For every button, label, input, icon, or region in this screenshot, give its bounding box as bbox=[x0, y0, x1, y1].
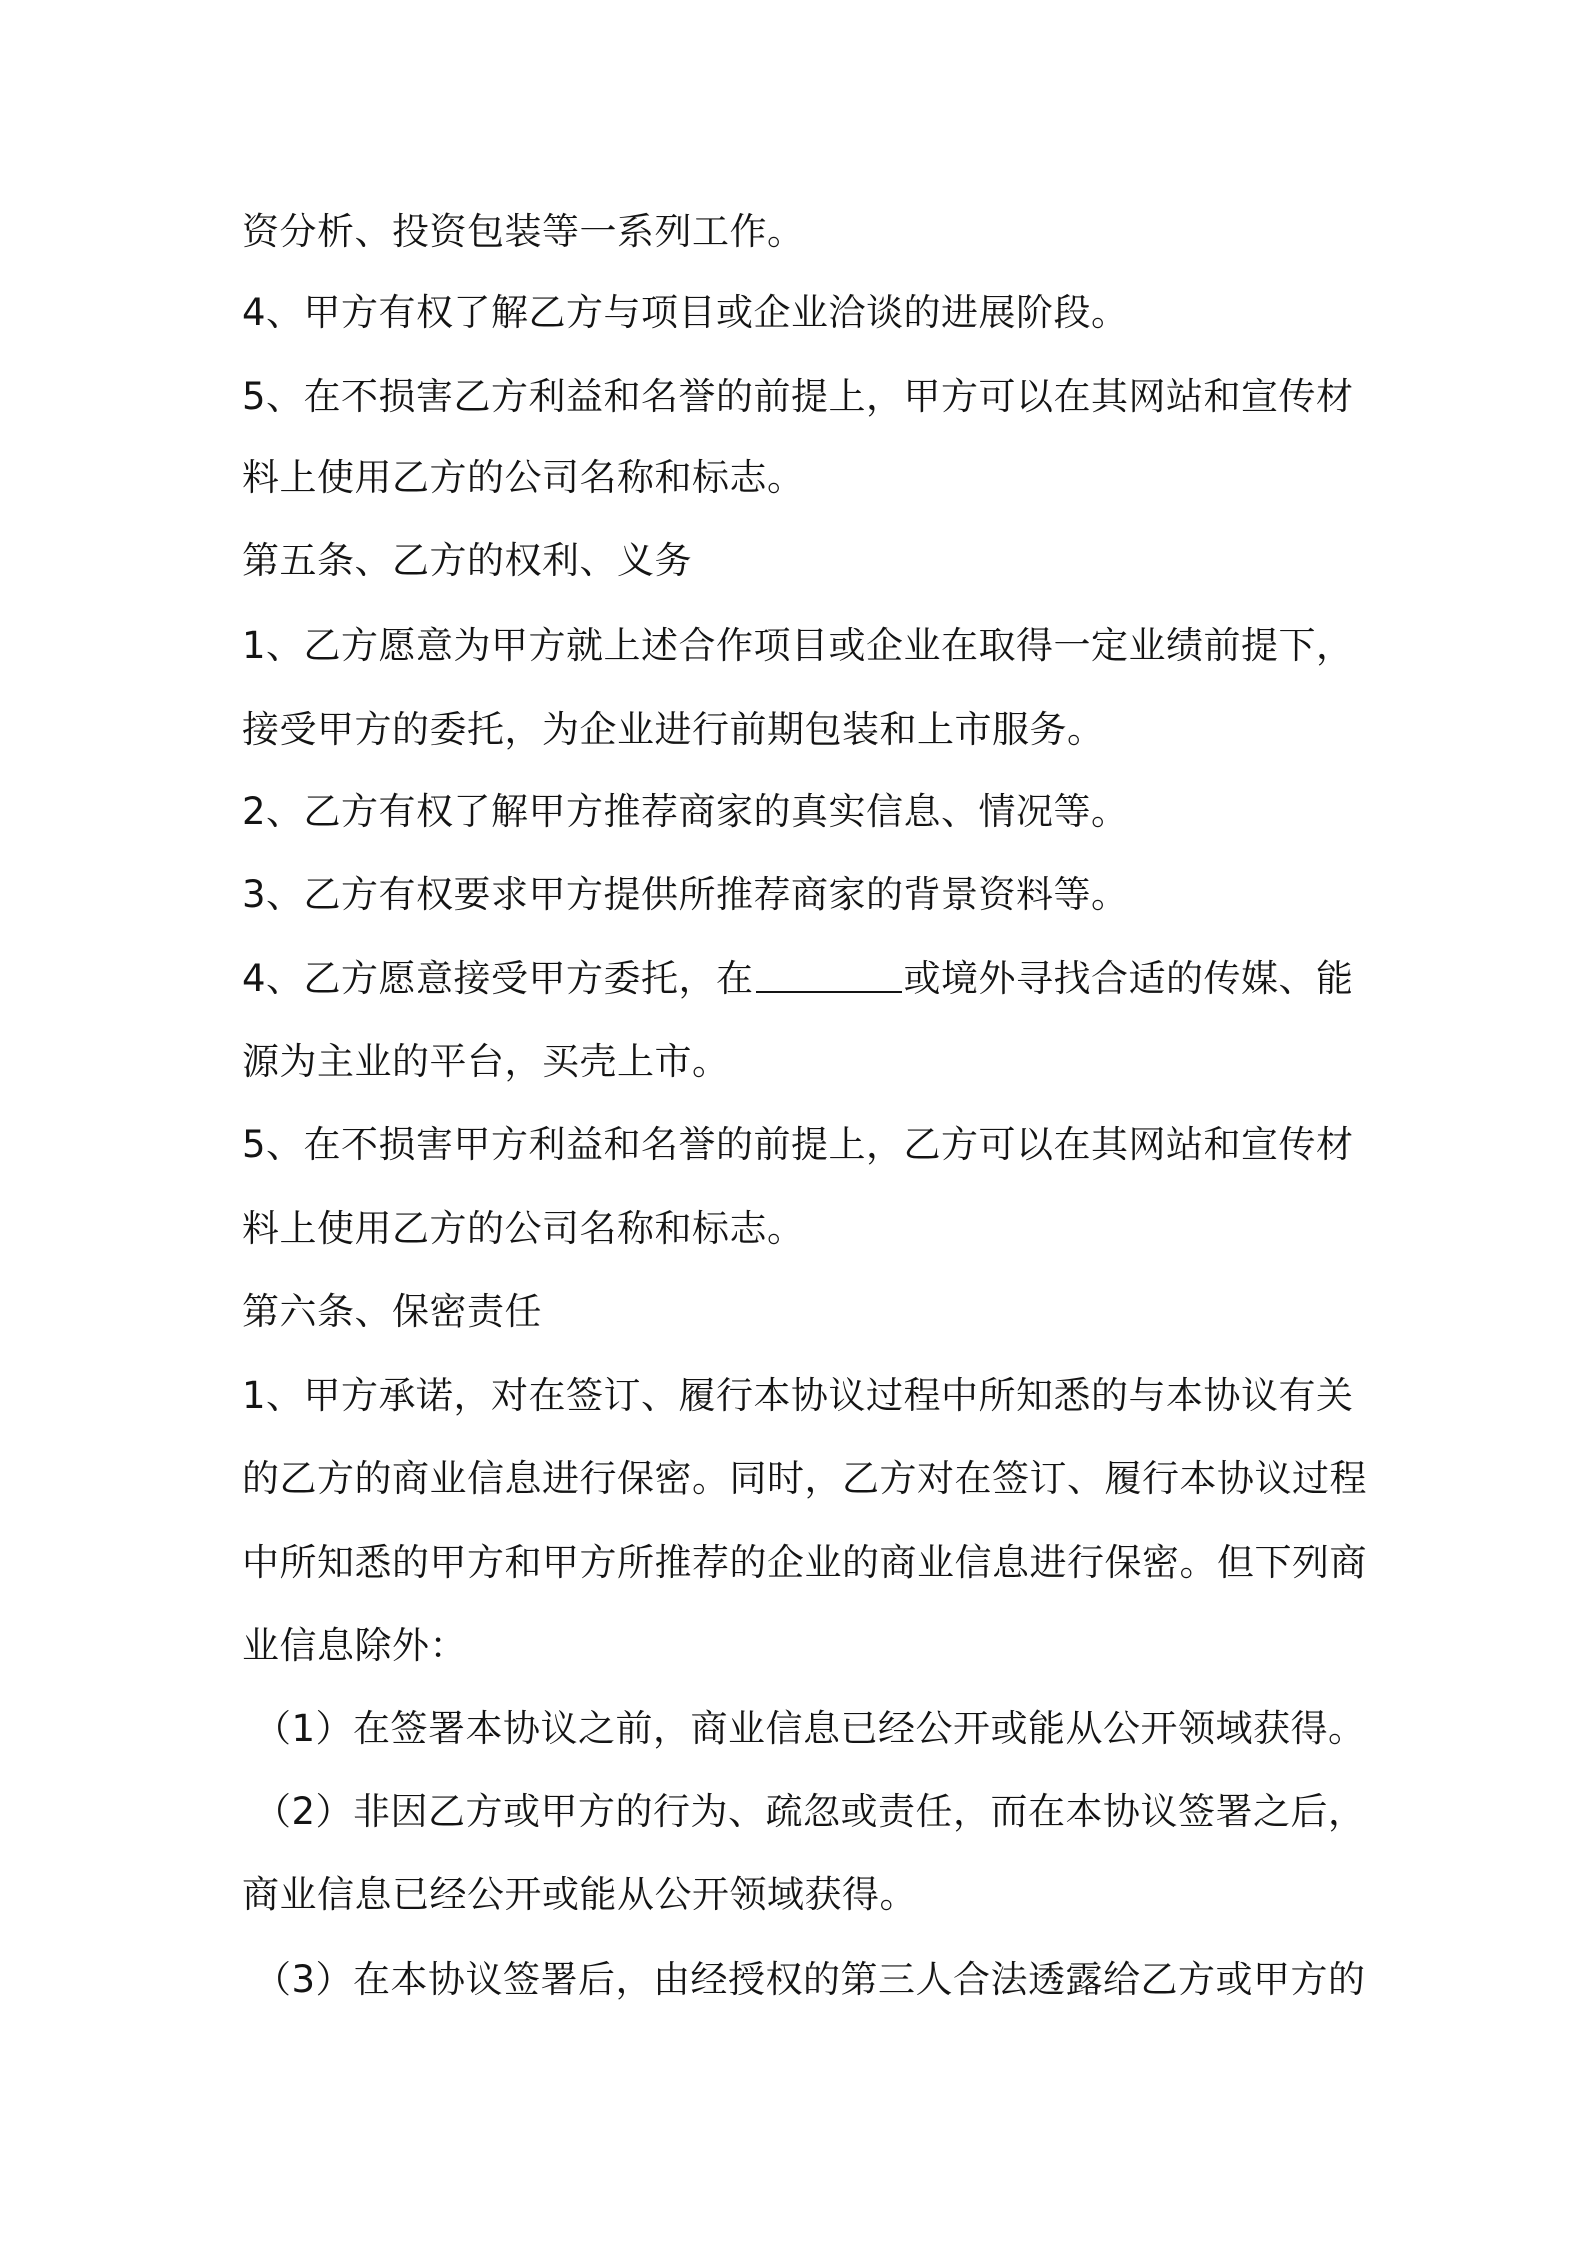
text-line: 1、甲方承诺，对在签订、履行本协议过程中所知悉的与本协议有关 bbox=[242, 1374, 1354, 1417]
text-line: 接受甲方的委托，为企业进行前期包装和上市服务。 bbox=[242, 708, 1105, 751]
text-line: 1、乙方愿意为甲方就上述合作项目或企业在取得一定业绩前提下， bbox=[242, 624, 1354, 667]
text-line: （3）在本协议签署后，由经授权的第三人合法透露给乙方或甲方的 bbox=[254, 1958, 1366, 2001]
text-line: 料上使用乙方的公司名称和标志。 bbox=[242, 456, 805, 499]
text-line: 料上使用乙方的公司名称和标志。 bbox=[242, 1207, 805, 1250]
text-line: 5、在不损害甲方利益和名誉的前提上，乙方可以在其网站和宣传材 bbox=[242, 1123, 1354, 1166]
text-segment: 4、乙方愿意接受甲方委托，在 bbox=[242, 957, 754, 1000]
text-line: 4、甲方有权了解乙方与项目或企业洽谈的进展阶段。 bbox=[242, 291, 1129, 334]
section-heading: 第五条、乙方的权利、义务 bbox=[242, 539, 692, 582]
text-line-with-blank bbox=[242, 953, 1362, 1005]
text-line: （2）非因乙方或甲方的行为、疏忽或责任，而在本协议签署之后， bbox=[254, 1790, 1366, 1833]
text-line: 商业信息已经公开或能从公开领域获得。 bbox=[242, 1873, 917, 1916]
text-segment: 或境外寻找合适的传媒、能 bbox=[903, 957, 1354, 1000]
text-line: （1）在签署本协议之前，商业信息已经公开或能从公开领域获得。 bbox=[254, 1707, 1366, 1750]
text-line: 3、乙方有权要求甲方提供所推荐商家的背景资料等。 bbox=[242, 873, 1129, 916]
text-line: 2、乙方有权了解甲方推荐商家的真实信息、情况等。 bbox=[242, 790, 1129, 833]
text-line: 业信息除外： bbox=[242, 1624, 467, 1667]
text-line: 5、在不损害乙方利益和名誉的前提上，甲方可以在其网站和宣传材 bbox=[242, 375, 1354, 418]
text-line: 资分析、投资包装等一系列工作。 bbox=[242, 210, 805, 253]
section-heading: 第六条、保密责任 bbox=[242, 1290, 542, 1333]
text-line: 源为主业的平台，买壳上市。 bbox=[242, 1040, 730, 1083]
text-line: 的乙方的商业信息进行保密。同时，乙方对在签订、履行本协议过程 bbox=[242, 1457, 1367, 1500]
fill-in-blank bbox=[756, 955, 902, 993]
text-line: 中所知悉的甲方和甲方所推荐的企业的商业信息进行保密。但下列商 bbox=[242, 1541, 1367, 1584]
